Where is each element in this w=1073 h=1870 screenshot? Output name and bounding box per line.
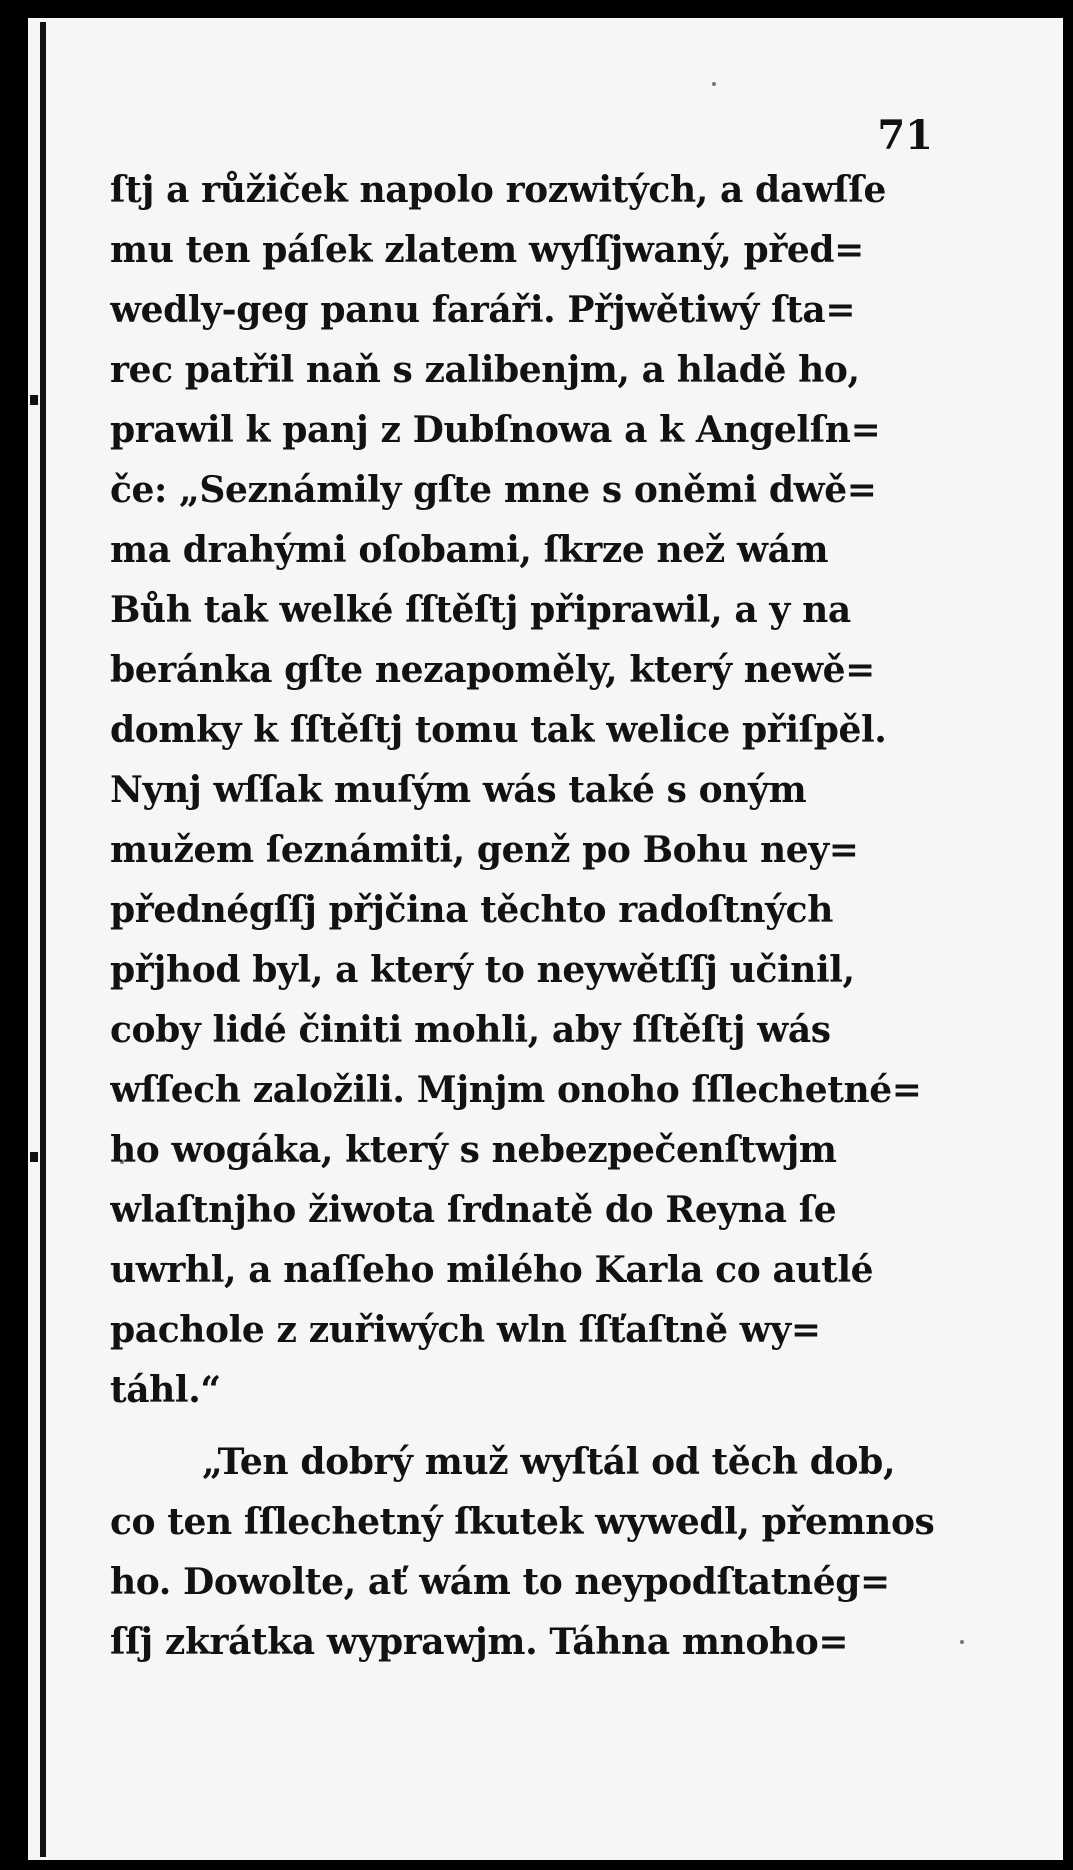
body-text [110, 160, 940, 1672]
text-line: rec patřil naň s zalibenjm, a hladě ho, [110, 349, 860, 391]
text-line: Nynj wſſak muſým wás také s oným [110, 769, 807, 811]
text-line: ho. Dowolte, ať wám to neypodſtatnég= [110, 1561, 890, 1603]
text-line: ſſj zkrátka wyprawjm. Táhna mnoho= [110, 1621, 849, 1663]
text-line: Bůh tak welké ſſtěſtj připrawil, a y na [110, 589, 851, 631]
page-number: 71 [877, 112, 933, 159]
text-line: ſtj a růžiček napolo rozwitých, a dawſſe [110, 169, 887, 211]
text-line: přjhod byl, a který to neywětſſj učinil, [110, 949, 855, 991]
text-line: ma drahými oſobami, ſkrze než wám [110, 529, 829, 571]
text-line: ho wogáka, který s nebezpečenſtwjm [110, 1129, 837, 1171]
text-line: wſſech založili. Mjnjm onoho ſſlechetné= [110, 1069, 922, 1111]
paper-speck [960, 1640, 964, 1644]
gutter-tick-mark [30, 395, 38, 405]
text-line: domky k ſſtěſtj tomu tak welice přiſpěl. [110, 709, 887, 751]
text-line: uwrhl, a naſſeho milého Karla co autlé [110, 1249, 874, 1291]
paragraph-2 [110, 1432, 940, 1672]
gutter-tick-mark [30, 1152, 38, 1162]
text-line: mužem ſeznámiti, genž po Bohu ney= [110, 829, 859, 871]
text-line: coby lidé činiti mohli, aby ſſtěſtj wás [110, 1009, 831, 1051]
text-line: mu ten páſek zlatem wyſſjwaný, před= [110, 229, 864, 271]
text-line: „Ten dobrý muž wyſtál od těch dob, [202, 1441, 896, 1483]
text-line: co ten ſſlechetný ſkutek wywedl, přemnos [110, 1501, 935, 1543]
text-line: přednégſſj přjčina těchto radoſtných [110, 889, 833, 931]
paragraph-gap [110, 1420, 940, 1432]
text-line: pachole z zuřiwých wln ſſťaſtně wy= [110, 1309, 821, 1351]
text-line: táhl.“ [110, 1369, 221, 1411]
text-line: wlaſtnjho žiwota ſrdnatě do Reyna ſe [110, 1189, 837, 1231]
paper-speck [712, 82, 716, 86]
text-line: wedly-geg panu faráři. Přjwětiwý ſta= [110, 289, 856, 331]
text-line: beránka gſte nezapoměly, který newě= [110, 649, 875, 691]
text-line: če: „Seznámily gſte mne s oněmi dwě= [110, 469, 877, 511]
text-line: prawil k panj z Dubſnowa a k Angelſn= [110, 409, 881, 451]
page-gutter-rule [40, 22, 46, 1857]
paragraph-1 [110, 160, 940, 1420]
